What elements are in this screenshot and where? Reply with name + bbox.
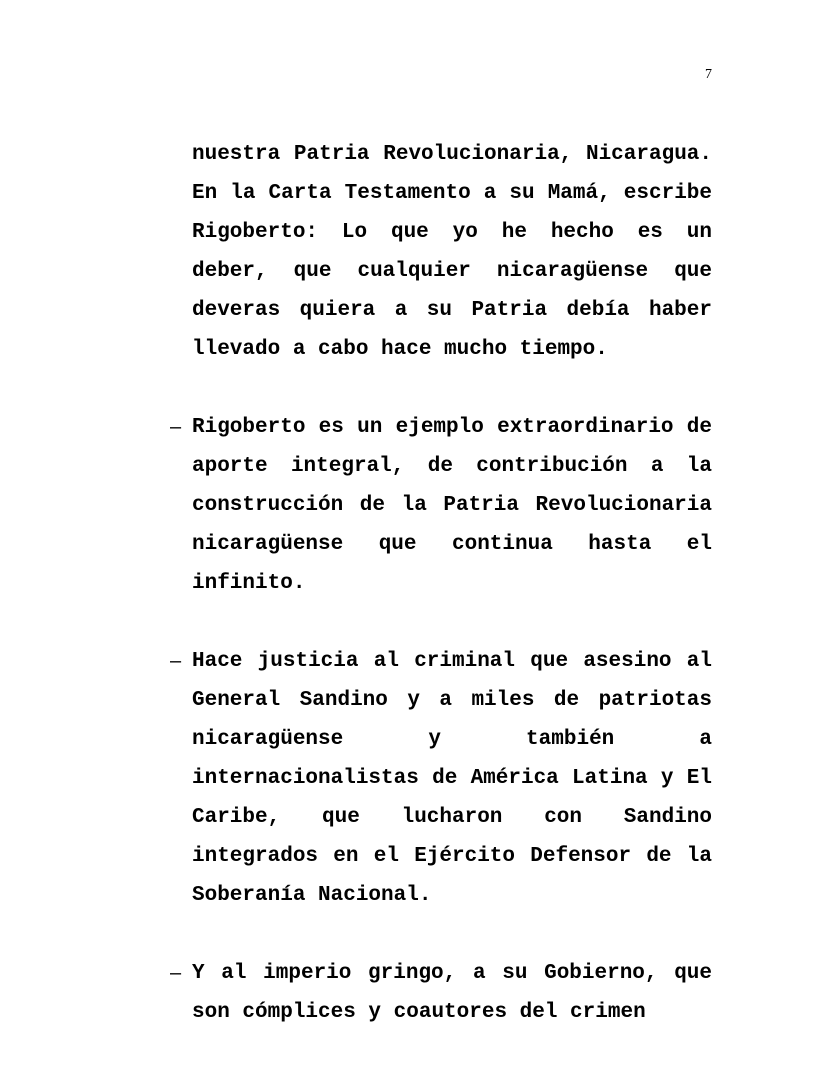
paragraph-text: Y al imperio gringo, a su Gobierno, que son cómplices y coautores del crimen: [192, 962, 712, 1024]
dash-bullet: –: [170, 650, 182, 672]
dash-bullet: –: [170, 416, 182, 438]
page-number: 7: [705, 67, 712, 82]
paragraph-text: nuestra Patria Revolucionaria, Nicaragua. En la Carta Testamento a su Mamá, escribe Rigoberto: Lo que yo he hecho es un deber, que cualquier nicaragüense que deveras quiera a su Patria debía haber llevado a cabo hace mucho tiempo.: [192, 143, 712, 361]
paragraph-text: Hace justicia al criminal que asesino al General Sandino y a miles de patriotas nicaragüense y también a internacionalistas de América Latina y El Caribe, que lucharon con Sandino integrados en el Ejército Defensor de la Soberanía Nacional.: [192, 650, 712, 907]
bullet-paragraph-imperio: [170, 954, 712, 1032]
bullet-paragraph-rigoberto: [170, 408, 712, 603]
paragraph-text: Rigoberto es un ejemplo extraordinario de aporte integral, de contribución a la construcción de la Patria Revolucionaria nicaragüense que continua hasta el infinito.: [192, 416, 712, 595]
bullet-paragraph-justicia: [170, 642, 712, 915]
dash-bullet: –: [170, 962, 182, 984]
document-body: [0, 135, 825, 1032]
paragraph-continuation: [192, 135, 712, 369]
